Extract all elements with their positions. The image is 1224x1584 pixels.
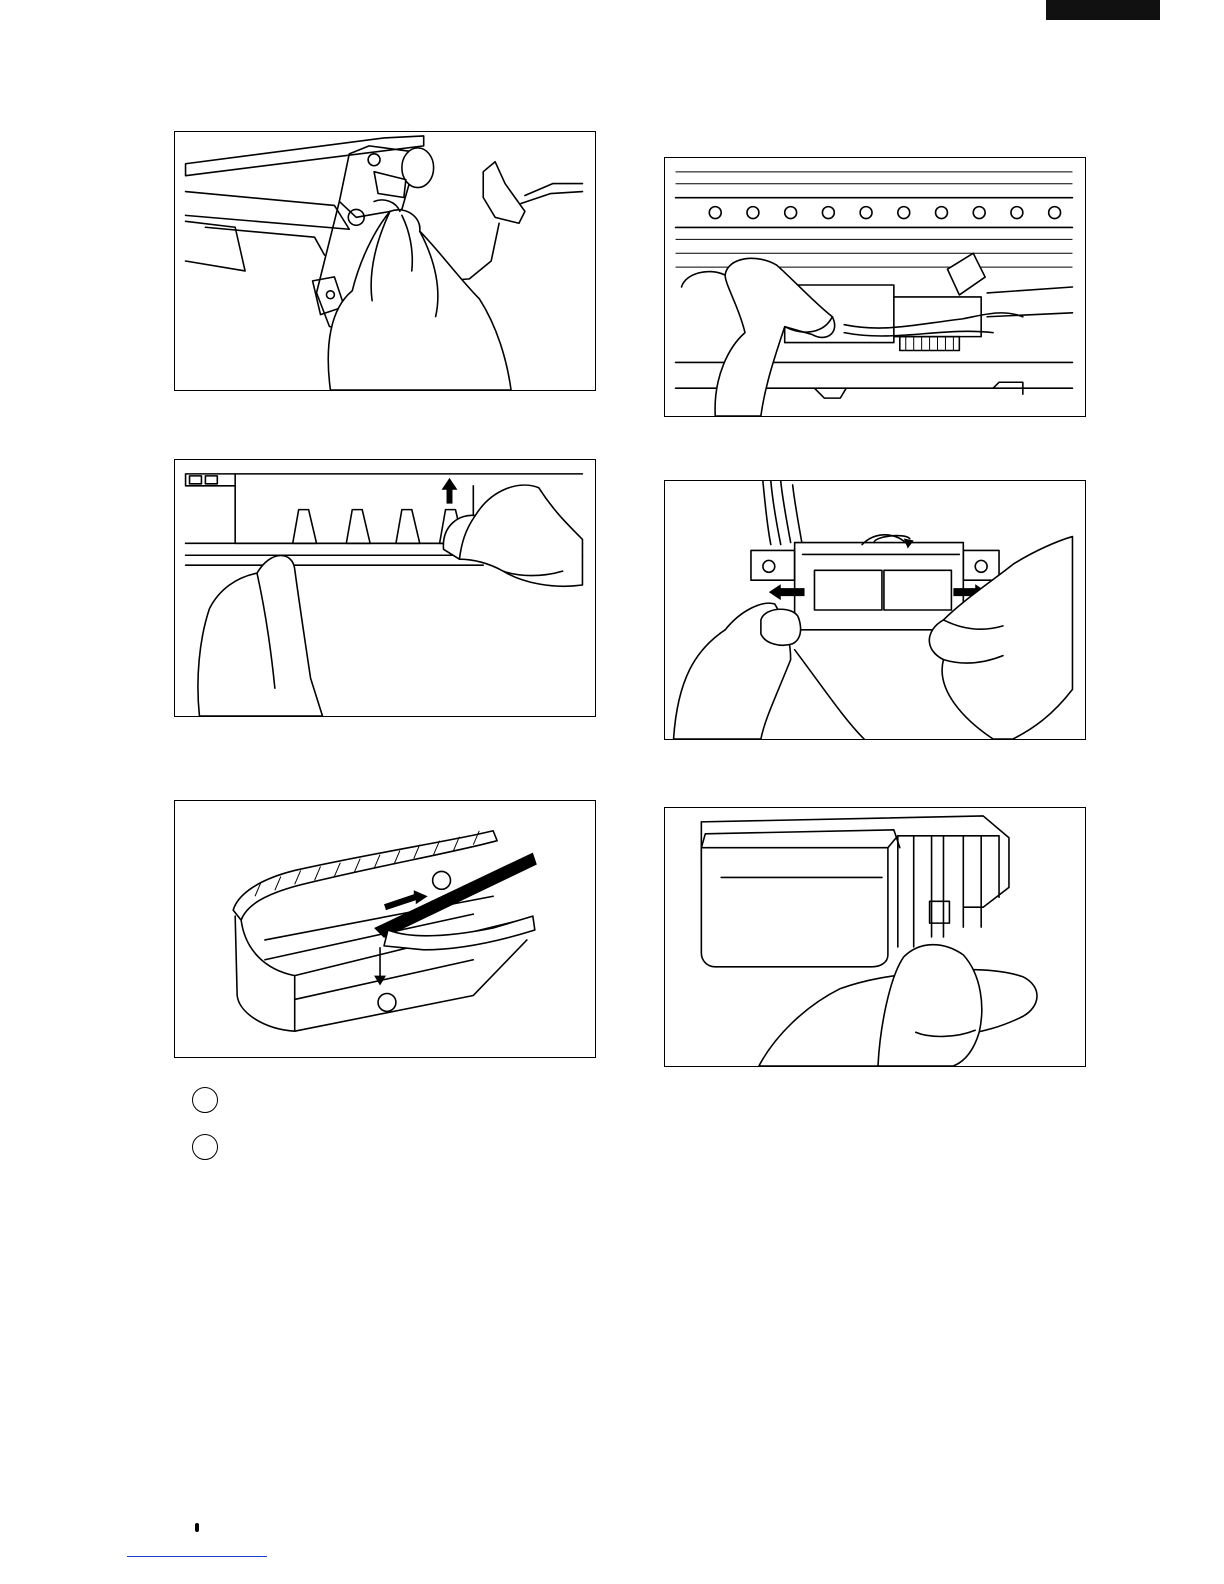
figure-hold-control-box (664, 807, 1086, 1067)
legend-marker-1 (192, 1087, 218, 1113)
figure-disconnect-connector (664, 157, 1086, 417)
section-tab (1046, 0, 1160, 20)
page-number-mark (195, 1523, 199, 1532)
footer-link-underline[interactable] (127, 1556, 267, 1557)
figure-release-box-tabs (664, 480, 1086, 740)
legend-marker-2 (192, 1134, 218, 1160)
release-box-tabs-illustration (665, 481, 1085, 739)
figure-remove-vane-clips (174, 459, 596, 717)
figure-remove-filter (174, 800, 596, 1058)
remove-filter-illustration (175, 801, 595, 1057)
disconnect-connector-illustration (665, 158, 1085, 416)
remove-vane-clips-illustration (175, 460, 595, 716)
remove-louver-motor-illustration (175, 132, 595, 390)
figure-remove-louver-motor (174, 131, 596, 391)
hold-control-box-illustration (665, 808, 1085, 1066)
